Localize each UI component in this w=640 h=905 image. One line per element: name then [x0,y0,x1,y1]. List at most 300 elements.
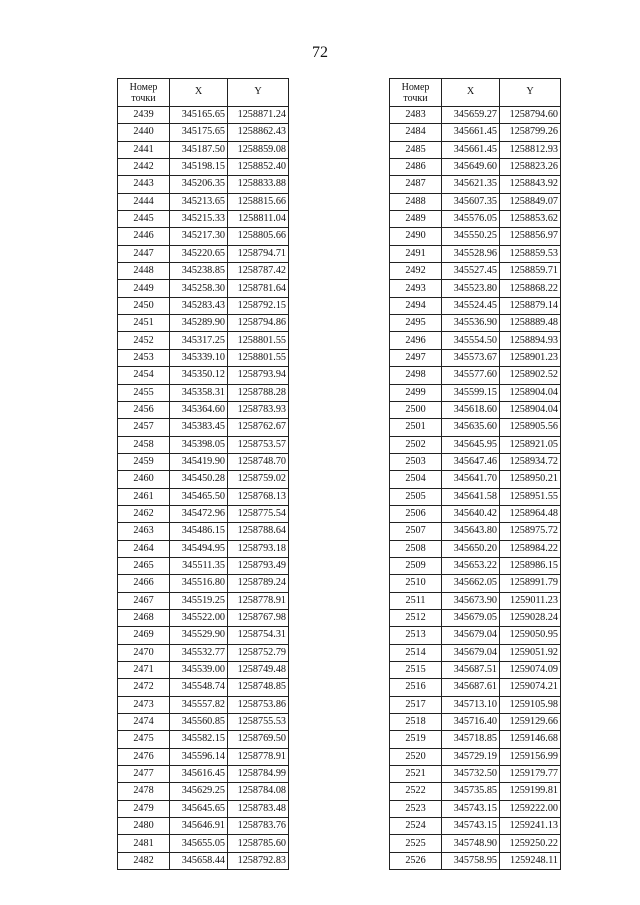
point-number-cell: 2498 [390,367,442,384]
y-coordinate-cell: 1258752.79 [228,644,289,661]
y-coordinate-cell: 1258768.13 [228,488,289,505]
point-number-cell: 2518 [390,714,442,731]
table-row [118,783,289,800]
point-number-cell: 2488 [390,193,442,210]
table-row [390,609,561,626]
point-number-cell: 2490 [390,228,442,245]
x-coordinate-cell: 345650.20 [442,540,500,557]
point-number-cell: 2446 [118,228,170,245]
table-row [118,852,289,869]
table-row [118,419,289,436]
x-coordinate-cell: 345687.51 [442,662,500,679]
table-row [118,349,289,366]
y-coordinate-cell: 1258862.43 [228,124,289,141]
table-header-row [118,79,289,107]
point-number-cell: 2452 [118,332,170,349]
y-coordinate-cell: 1258986.15 [500,557,561,574]
table-row [390,332,561,349]
point-number-cell: 2451 [118,315,170,332]
table-row [390,488,561,505]
point-number-cell: 2448 [118,263,170,280]
x-coordinate-cell: 345679.04 [442,644,500,661]
x-coordinate-cell: 345732.50 [442,766,500,783]
table-row [390,505,561,522]
point-number-cell: 2455 [118,384,170,401]
y-coordinate-cell: 1258794.86 [228,315,289,332]
table-row [390,696,561,713]
table-row [118,245,289,262]
x-coordinate-cell: 345647.46 [442,453,500,470]
table-row [390,852,561,869]
table-row [118,818,289,835]
y-coordinate-cell: 1259146.68 [500,731,561,748]
point-number-cell: 2521 [390,766,442,783]
point-number-cell: 2483 [390,107,442,124]
y-coordinate-cell: 1258833.88 [228,176,289,193]
table-body [118,107,289,870]
y-coordinate-cell: 1258785.60 [228,835,289,852]
point-number-cell: 2513 [390,627,442,644]
x-coordinate-cell: 345217.30 [170,228,228,245]
point-number-header-line2: точки [131,92,156,104]
x-coordinate-cell: 345465.50 [170,488,228,505]
y-coordinate-cell: 1258788.64 [228,523,289,540]
y-coordinate-cell: 1258856.97 [500,228,561,245]
x-coordinate-cell: 345577.60 [442,367,500,384]
y-coordinate-cell: 1259250.22 [500,835,561,852]
point-number-cell: 2524 [390,818,442,835]
y-coordinate-cell: 1258778.91 [228,592,289,609]
x-coordinate-cell: 345645.65 [170,800,228,817]
point-number-cell: 2460 [118,471,170,488]
point-number-cell: 2486 [390,159,442,176]
y-coordinate-cell: 1258755.53 [228,714,289,731]
y-coordinate-cell: 1258815.66 [228,193,289,210]
table-header-row [390,79,561,107]
y-coordinate-cell: 1258754.31 [228,627,289,644]
table-row [118,575,289,592]
point-number-cell: 2493 [390,280,442,297]
table-row [390,540,561,557]
x-coordinate-cell: 345641.58 [442,488,500,505]
y-coordinate-cell: 1258853.62 [500,211,561,228]
table-row [390,280,561,297]
x-coordinate-cell: 345679.05 [442,609,500,626]
table-row [390,419,561,436]
table-row [118,696,289,713]
table-row [390,818,561,835]
table-row [390,141,561,158]
x-coordinate-cell: 345716.40 [442,714,500,731]
table-row [390,557,561,574]
x-coordinate-cell: 345350.12 [170,367,228,384]
point-number-cell: 2449 [118,280,170,297]
point-number-cell: 2501 [390,419,442,436]
table-row [390,766,561,783]
point-number-cell: 2464 [118,540,170,557]
y-coordinate-cell: 1258921.05 [500,436,561,453]
y-coordinate-cell: 1258951.55 [500,488,561,505]
table-row [118,332,289,349]
y-coordinate-cell: 1258748.70 [228,453,289,470]
point-number-header [390,79,442,107]
point-number-cell: 2457 [118,419,170,436]
y-coordinate-cell: 1259050.95 [500,627,561,644]
coordinates-table-left [117,78,289,870]
point-number-cell: 2482 [118,852,170,869]
point-number-cell: 2458 [118,436,170,453]
x-coordinate-cell: 345557.82 [170,696,228,713]
x-coordinate-cell: 345653.22 [442,557,500,574]
x-header: X [170,79,228,107]
table-body [390,107,561,870]
table-row [118,523,289,540]
table-row [118,505,289,522]
point-number-cell: 2441 [118,141,170,158]
point-number-cell: 2514 [390,644,442,661]
y-coordinate-cell: 1258812.93 [500,141,561,158]
x-coordinate-cell: 345599.15 [442,384,500,401]
y-coordinate-cell: 1258783.76 [228,818,289,835]
table-row [118,176,289,193]
x-coordinate-cell: 345528.96 [442,245,500,262]
y-coordinate-cell: 1258783.93 [228,401,289,418]
x-coordinate-cell: 345220.65 [170,245,228,262]
point-number-cell: 2477 [118,766,170,783]
table-row [390,124,561,141]
table-row [390,193,561,210]
point-number-cell: 2491 [390,245,442,262]
y-coordinate-cell: 1259222.00 [500,800,561,817]
x-coordinate-cell: 345687.61 [442,679,500,696]
y-header: Y [500,79,561,107]
y-coordinate-cell: 1259179.77 [500,766,561,783]
point-number-cell: 2467 [118,592,170,609]
y-coordinate-cell: 1258984.22 [500,540,561,557]
x-coordinate-cell: 345516.80 [170,575,228,592]
point-number-cell: 2442 [118,159,170,176]
x-coordinate-cell: 345655.05 [170,835,228,852]
x-coordinate-cell: 345646.91 [170,818,228,835]
y-coordinate-cell: 1258769.50 [228,731,289,748]
x-coordinate-cell: 345621.35 [442,176,500,193]
table-row [118,748,289,765]
x-coordinate-cell: 345713.10 [442,696,500,713]
table-row [118,835,289,852]
point-number-cell: 2485 [390,141,442,158]
y-coordinate-cell: 1258975.72 [500,523,561,540]
table-row [390,644,561,661]
point-number-header-line1: Номер [401,81,430,93]
y-coordinate-cell: 1258889.48 [500,315,561,332]
table-row [118,714,289,731]
table-row [390,176,561,193]
y-coordinate-cell: 1258964.48 [500,505,561,522]
x-coordinate-cell: 345527.45 [442,263,500,280]
point-number-cell: 2480 [118,818,170,835]
table-row [118,263,289,280]
y-coordinate-cell: 1258759.02 [228,471,289,488]
y-coordinate-cell: 1258859.71 [500,263,561,280]
x-coordinate-cell: 345529.90 [170,627,228,644]
point-number-cell: 2526 [390,852,442,869]
y-coordinate-cell: 1258794.71 [228,245,289,262]
x-coordinate-cell: 345511.35 [170,557,228,574]
x-coordinate-cell: 345523.80 [442,280,500,297]
x-coordinate-cell: 345317.25 [170,332,228,349]
table-row [118,367,289,384]
x-coordinate-cell: 345238.85 [170,263,228,280]
table-row [118,679,289,696]
x-coordinate-cell: 345522.00 [170,609,228,626]
x-coordinate-cell: 345554.50 [442,332,500,349]
table-row [390,714,561,731]
point-number-cell: 2487 [390,176,442,193]
y-header: Y [228,79,289,107]
point-number-cell: 2468 [118,609,170,626]
y-coordinate-cell: 1258823.26 [500,159,561,176]
table-row [390,107,561,124]
table-row [118,436,289,453]
y-coordinate-cell: 1258753.86 [228,696,289,713]
table-row [118,401,289,418]
y-coordinate-cell: 1258950.21 [500,471,561,488]
x-coordinate-cell: 345289.90 [170,315,228,332]
point-number-cell: 2454 [118,367,170,384]
x-coordinate-cell: 345175.65 [170,124,228,141]
table-row [390,211,561,228]
table-row [118,280,289,297]
point-number-cell: 2497 [390,349,442,366]
y-coordinate-cell: 1258894.93 [500,332,561,349]
table-row [390,349,561,366]
x-coordinate-cell: 345550.25 [442,228,500,245]
point-number-cell: 2515 [390,662,442,679]
table-row [118,453,289,470]
y-coordinate-cell: 1259248.11 [500,852,561,869]
point-number-cell: 2439 [118,107,170,124]
point-number-cell: 2472 [118,679,170,696]
table-row [118,627,289,644]
x-coordinate-cell: 345283.43 [170,297,228,314]
point-number-cell: 2453 [118,349,170,366]
x-coordinate-cell: 345649.60 [442,159,500,176]
y-coordinate-cell: 1258902.52 [500,367,561,384]
table-row [118,315,289,332]
point-number-cell: 2489 [390,211,442,228]
table-row [390,228,561,245]
point-number-cell: 2459 [118,453,170,470]
y-coordinate-cell: 1258784.99 [228,766,289,783]
table-row [118,644,289,661]
y-coordinate-cell: 1258991.79 [500,575,561,592]
point-number-cell: 2465 [118,557,170,574]
x-coordinate-cell: 345596.14 [170,748,228,765]
table-row [118,159,289,176]
table-row [118,609,289,626]
table-row [390,662,561,679]
y-coordinate-cell: 1258801.55 [228,332,289,349]
point-number-cell: 2484 [390,124,442,141]
y-coordinate-cell: 1258811.04 [228,211,289,228]
y-coordinate-cell: 1258843.92 [500,176,561,193]
y-coordinate-cell: 1258801.55 [228,349,289,366]
y-coordinate-cell: 1259105.98 [500,696,561,713]
x-coordinate-cell: 345450.28 [170,471,228,488]
point-number-cell: 2505 [390,488,442,505]
point-number-cell: 2519 [390,731,442,748]
y-coordinate-cell: 1258904.04 [500,401,561,418]
y-coordinate-cell: 1258799.26 [500,124,561,141]
point-number-cell: 2479 [118,800,170,817]
y-coordinate-cell: 1259051.92 [500,644,561,661]
y-coordinate-cell: 1258749.48 [228,662,289,679]
x-coordinate-cell: 345486.15 [170,523,228,540]
table-row [118,193,289,210]
x-coordinate-cell: 345735.85 [442,783,500,800]
y-coordinate-cell: 1258762.67 [228,419,289,436]
table-row [390,627,561,644]
y-coordinate-cell: 1258793.18 [228,540,289,557]
point-number-cell: 2523 [390,800,442,817]
point-number-cell: 2504 [390,471,442,488]
point-number-cell: 2506 [390,505,442,522]
point-number-cell: 2481 [118,835,170,852]
table-row [118,107,289,124]
y-coordinate-cell: 1259074.21 [500,679,561,696]
x-coordinate-cell: 345339.10 [170,349,228,366]
x-coordinate-cell: 345532.77 [170,644,228,661]
table-row [390,800,561,817]
table-row [390,835,561,852]
x-coordinate-cell: 345743.15 [442,800,500,817]
x-coordinate-cell: 345661.45 [442,141,500,158]
y-coordinate-cell: 1258859.53 [500,245,561,262]
point-number-cell: 2450 [118,297,170,314]
table-row [118,557,289,574]
y-coordinate-cell: 1258748.85 [228,679,289,696]
x-coordinate-cell: 345616.45 [170,766,228,783]
x-coordinate-cell: 345673.90 [442,592,500,609]
point-number-cell: 2499 [390,384,442,401]
x-coordinate-cell: 345607.35 [442,193,500,210]
point-number-cell: 2503 [390,453,442,470]
x-coordinate-cell: 345383.45 [170,419,228,436]
y-coordinate-cell: 1259241.13 [500,818,561,835]
x-coordinate-cell: 345419.90 [170,453,228,470]
point-number-cell: 2443 [118,176,170,193]
x-coordinate-cell: 345743.15 [442,818,500,835]
table-row [390,453,561,470]
y-coordinate-cell: 1258901.23 [500,349,561,366]
point-number-cell: 2461 [118,488,170,505]
x-coordinate-cell: 345658.44 [170,852,228,869]
point-number-cell: 2492 [390,263,442,280]
y-coordinate-cell: 1258775.54 [228,505,289,522]
x-coordinate-cell: 345582.15 [170,731,228,748]
point-number-cell: 2456 [118,401,170,418]
point-number-cell: 2444 [118,193,170,210]
table-row [390,401,561,418]
table-row [118,124,289,141]
y-coordinate-cell: 1258904.04 [500,384,561,401]
x-coordinate-cell: 345641.70 [442,471,500,488]
table-row [118,228,289,245]
point-number-cell: 2463 [118,523,170,540]
x-coordinate-cell: 345640.42 [442,505,500,522]
y-coordinate-cell: 1258805.66 [228,228,289,245]
point-number-cell: 2522 [390,783,442,800]
point-number-cell: 2511 [390,592,442,609]
point-number-cell: 2510 [390,575,442,592]
point-number-header [118,79,170,107]
x-coordinate-cell: 345618.60 [442,401,500,418]
point-number-cell: 2470 [118,644,170,661]
table-row [390,263,561,280]
y-coordinate-cell: 1259074.09 [500,662,561,679]
y-coordinate-cell: 1258753.57 [228,436,289,453]
y-coordinate-cell: 1258794.60 [500,107,561,124]
y-coordinate-cell: 1258781.64 [228,280,289,297]
x-coordinate-cell: 345729.19 [442,748,500,765]
x-coordinate-cell: 345398.05 [170,436,228,453]
x-coordinate-cell: 345536.90 [442,315,500,332]
x-coordinate-cell: 345548.74 [170,679,228,696]
x-coordinate-cell: 345758.95 [442,852,500,869]
y-coordinate-cell: 1258879.14 [500,297,561,314]
table-row [390,159,561,176]
y-coordinate-cell: 1259199.81 [500,783,561,800]
x-coordinate-cell: 345573.67 [442,349,500,366]
x-coordinate-cell: 345364.60 [170,401,228,418]
point-number-cell: 2495 [390,315,442,332]
point-number-cell: 2520 [390,748,442,765]
x-coordinate-cell: 345560.85 [170,714,228,731]
point-number-cell: 2525 [390,835,442,852]
y-coordinate-cell: 1258852.40 [228,159,289,176]
table-row [390,575,561,592]
table-row [390,731,561,748]
point-number-cell: 2507 [390,523,442,540]
point-number-cell: 2469 [118,627,170,644]
table-row [118,488,289,505]
y-coordinate-cell: 1259011.23 [500,592,561,609]
table-row [118,471,289,488]
y-coordinate-cell: 1258849.07 [500,193,561,210]
point-number-cell: 2474 [118,714,170,731]
point-number-cell: 2517 [390,696,442,713]
table-row [390,315,561,332]
table-row [390,436,561,453]
point-number-cell: 2508 [390,540,442,557]
table-row [118,731,289,748]
y-coordinate-cell: 1259129.66 [500,714,561,731]
point-number-cell: 2500 [390,401,442,418]
coordinates-table-right [389,78,561,870]
y-coordinate-cell: 1258788.28 [228,384,289,401]
table-row [118,211,289,228]
table-row [390,523,561,540]
table-row [118,384,289,401]
x-header: X [442,79,500,107]
x-coordinate-cell: 345718.85 [442,731,500,748]
point-number-cell: 2478 [118,783,170,800]
table-row [390,384,561,401]
y-coordinate-cell: 1258767.98 [228,609,289,626]
x-coordinate-cell: 345662.05 [442,575,500,592]
point-number-cell: 2445 [118,211,170,228]
point-number-cell: 2462 [118,505,170,522]
